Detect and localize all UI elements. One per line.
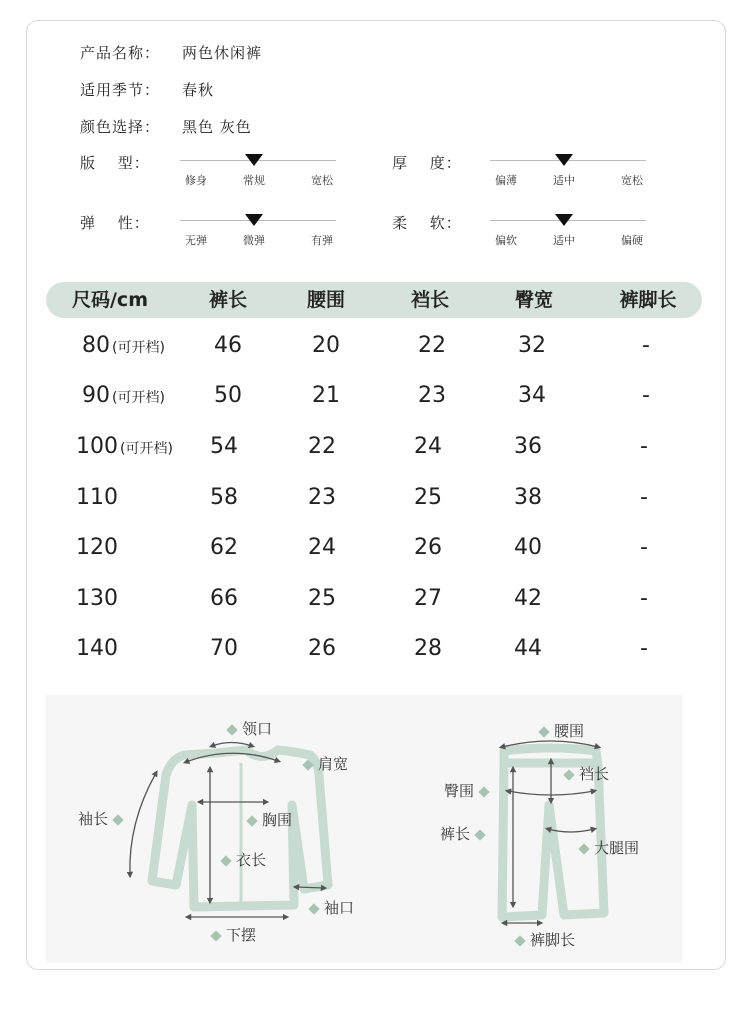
diamond-icon bbox=[210, 930, 221, 941]
diamond-icon bbox=[112, 814, 123, 825]
slider-option: 偏硬 bbox=[621, 234, 643, 247]
table-cell: - bbox=[642, 333, 650, 358]
size-value: 110 bbox=[76, 485, 118, 510]
size-value: 120 bbox=[76, 535, 118, 560]
header-leg-opening: 裤脚长 bbox=[619, 289, 677, 311]
slider-option: 宽松 bbox=[621, 174, 643, 187]
table-cell: 22 bbox=[308, 434, 336, 459]
size-value: 90 bbox=[82, 383, 110, 408]
size-value: 140 bbox=[76, 636, 118, 661]
table-row bbox=[0, 636, 750, 676]
table-row bbox=[0, 383, 750, 423]
size-value: 130 bbox=[76, 586, 118, 611]
color-label: 颜色选择： bbox=[80, 118, 161, 136]
table-cell: 24 bbox=[308, 535, 336, 560]
table-cell: - bbox=[640, 535, 648, 560]
table-row bbox=[0, 333, 750, 373]
size-value: 100 bbox=[76, 434, 118, 459]
fit-label: 版 型： bbox=[80, 154, 150, 172]
elasticity-label: 弹 性： bbox=[80, 214, 150, 232]
table-row bbox=[0, 586, 750, 626]
softness-label: 柔 软： bbox=[392, 214, 462, 232]
diamond-icon bbox=[302, 759, 313, 770]
diamond-icon bbox=[220, 855, 231, 866]
diamond-icon bbox=[246, 815, 257, 826]
slider-option: 常规 bbox=[243, 174, 265, 187]
label-length: 衣长 bbox=[216, 849, 266, 870]
product-name-label: 产品名称： bbox=[80, 44, 161, 62]
diamond-icon bbox=[308, 903, 319, 914]
slider-marker-icon bbox=[245, 214, 263, 226]
color-row bbox=[80, 116, 252, 137]
table-cell: 20 bbox=[312, 333, 340, 358]
season-row bbox=[80, 79, 214, 100]
size-note: (可开档) bbox=[112, 390, 165, 406]
header-waist: 腰围 bbox=[306, 289, 346, 311]
table-cell: 28 bbox=[414, 636, 442, 661]
size-cell bbox=[76, 636, 120, 661]
garment-illustration bbox=[46, 695, 682, 963]
table-cell: 21 bbox=[312, 383, 340, 408]
size-value: 80 bbox=[82, 333, 110, 358]
label-cuff: 袖口 bbox=[304, 897, 354, 918]
table-cell: - bbox=[642, 383, 650, 408]
size-cell bbox=[76, 485, 120, 510]
table-cell: 24 bbox=[414, 434, 442, 459]
table-cell: 54 bbox=[210, 434, 238, 459]
slider-marker-icon bbox=[555, 154, 573, 166]
table-cell: 36 bbox=[514, 434, 542, 459]
table-cell: 66 bbox=[210, 586, 238, 611]
label-rise: 裆长 bbox=[559, 763, 609, 784]
thickness-slider bbox=[490, 160, 646, 200]
slider-option: 偏软 bbox=[495, 234, 517, 247]
season-value: 春秋 bbox=[182, 81, 215, 99]
table-cell: 27 bbox=[414, 586, 442, 611]
table-cell: 26 bbox=[414, 535, 442, 560]
slider-option: 微弹 bbox=[243, 234, 265, 247]
slider-option: 无弹 bbox=[185, 234, 207, 247]
table-row bbox=[0, 485, 750, 525]
table-cell: 70 bbox=[210, 636, 238, 661]
diamond-icon bbox=[578, 843, 589, 854]
label-hip: 臀围 bbox=[444, 780, 494, 801]
size-cell bbox=[82, 383, 165, 408]
size-table-header bbox=[46, 282, 702, 318]
size-cell bbox=[76, 434, 173, 459]
table-cell: 32 bbox=[518, 333, 546, 358]
table-cell: 62 bbox=[210, 535, 238, 560]
season-label: 适用季节： bbox=[80, 81, 161, 99]
table-cell: 50 bbox=[214, 383, 242, 408]
label-inseam: 裤长 bbox=[440, 823, 490, 844]
table-cell: 26 bbox=[308, 636, 336, 661]
slider-option: 宽松 bbox=[311, 174, 333, 187]
label-leg-opening: 裤脚长 bbox=[510, 929, 575, 950]
diamond-icon bbox=[514, 935, 525, 946]
label-chest: 胸围 bbox=[242, 809, 292, 830]
table-cell: 25 bbox=[414, 485, 442, 510]
thickness-label: 厚 度： bbox=[392, 154, 462, 172]
label-collar: 领口 bbox=[222, 718, 272, 739]
slider-option: 修身 bbox=[185, 174, 207, 187]
slider-marker-icon bbox=[555, 214, 573, 226]
diamond-icon bbox=[478, 786, 489, 797]
size-note: (可开档) bbox=[112, 340, 165, 356]
table-cell: - bbox=[640, 636, 648, 661]
product-name-value: 两色休闲裤 bbox=[182, 44, 263, 62]
product-name-row bbox=[80, 42, 262, 63]
diamond-icon bbox=[226, 724, 237, 735]
elasticity-slider bbox=[180, 220, 336, 260]
table-cell: 23 bbox=[418, 383, 446, 408]
label-thigh: 大腿围 bbox=[574, 837, 639, 858]
label-sleeve: 袖长 bbox=[78, 808, 128, 829]
diamond-icon bbox=[474, 829, 485, 840]
slider-option: 偏薄 bbox=[495, 174, 517, 187]
table-cell: 40 bbox=[514, 535, 542, 560]
header-pants-length: 裤长 bbox=[208, 289, 248, 311]
table-cell: 25 bbox=[308, 586, 336, 611]
diamond-icon bbox=[538, 726, 549, 737]
table-cell: 38 bbox=[514, 485, 542, 510]
table-cell: 46 bbox=[214, 333, 242, 358]
size-cell bbox=[76, 535, 120, 560]
slider-marker-icon bbox=[245, 154, 263, 166]
table-cell: - bbox=[640, 434, 648, 459]
header-size: 尺码/cm bbox=[71, 289, 149, 311]
header-rise: 裆长 bbox=[410, 289, 450, 311]
table-cell: 58 bbox=[210, 485, 238, 510]
table-cell: 44 bbox=[514, 636, 542, 661]
label-shoulder: 肩宽 bbox=[298, 753, 348, 774]
label-waist: 腰围 bbox=[534, 720, 584, 741]
fit-slider bbox=[180, 160, 336, 200]
slider-option: 适中 bbox=[553, 174, 575, 187]
header-hip-width: 臀宽 bbox=[514, 289, 554, 311]
size-cell bbox=[76, 586, 120, 611]
table-cell: 34 bbox=[518, 383, 546, 408]
slider-option: 有弹 bbox=[311, 234, 333, 247]
table-cell: 42 bbox=[514, 586, 542, 611]
table-cell: - bbox=[640, 485, 648, 510]
size-cell bbox=[82, 333, 165, 358]
table-cell: - bbox=[640, 586, 648, 611]
diamond-icon bbox=[563, 769, 574, 780]
softness-slider bbox=[490, 220, 646, 260]
table-cell: 23 bbox=[308, 485, 336, 510]
size-note: (可开档) bbox=[120, 441, 173, 457]
table-cell: 22 bbox=[418, 333, 446, 358]
table-row bbox=[0, 535, 750, 575]
table-row bbox=[0, 434, 750, 474]
label-hem: 下摆 bbox=[206, 924, 256, 945]
measurement-diagram bbox=[46, 695, 682, 963]
color-value: 黑色 灰色 bbox=[182, 118, 252, 136]
slider-option: 适中 bbox=[553, 234, 575, 247]
